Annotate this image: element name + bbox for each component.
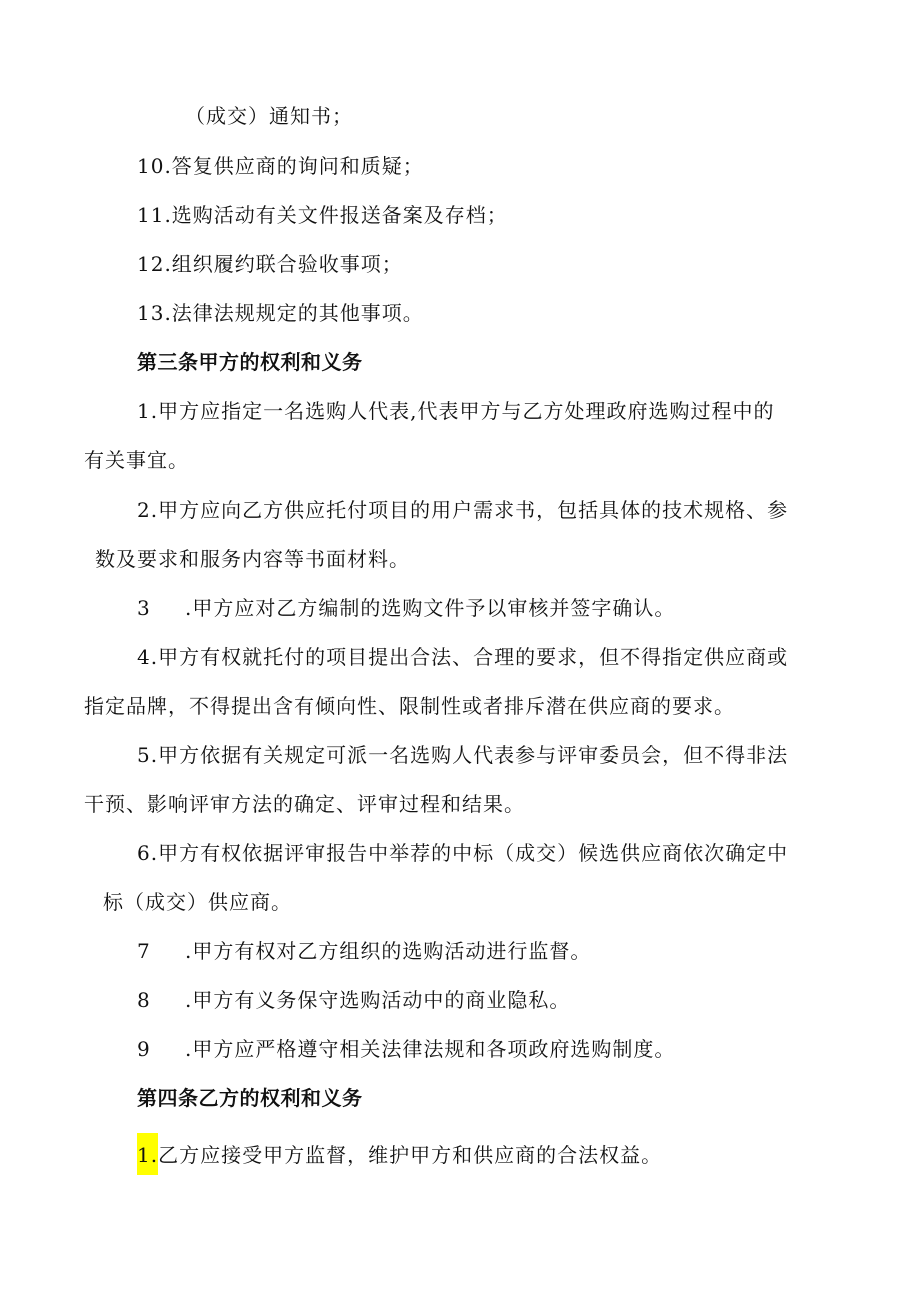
list-item xyxy=(137,250,403,278)
list-item xyxy=(137,937,591,965)
list-item xyxy=(137,201,508,229)
item-number: 6 xyxy=(137,841,151,865)
list-item xyxy=(137,1133,662,1175)
item-text: .甲方应严格遵守相关法律法规和各项政府选购制度。 xyxy=(185,1037,676,1061)
list-item xyxy=(137,839,788,867)
item-text: .甲方应向乙方供应托付项目的用户需求书，包括具体的技术规格、参 xyxy=(150,498,789,522)
list-item xyxy=(137,1035,675,1063)
list-item xyxy=(137,397,774,425)
item-text: .甲方有权就托付的项目提出合法、合理的要求，但不得指定供应商或 xyxy=(150,645,789,669)
item-number: 4 xyxy=(137,645,151,669)
list-item xyxy=(137,643,788,671)
list-item xyxy=(137,496,788,524)
item-number: 5 xyxy=(137,743,151,767)
list-item xyxy=(137,594,675,622)
item-number: 9 xyxy=(137,1037,151,1061)
list-item xyxy=(137,986,570,1014)
item-text: .法律法规规定的其他事项。 xyxy=(164,301,424,325)
item-text: .甲方依据有关规定可派一名选购人代表参与评审委员会，但不得非法 xyxy=(150,743,789,767)
section-heading: 第三条甲方的权利和义务 xyxy=(137,350,363,374)
item-number: 8 xyxy=(137,988,151,1012)
item-text: .甲方有权依据评审报告中举荐的中标（成交）候选供应商依次确定中 xyxy=(150,841,789,865)
list-item xyxy=(137,299,424,327)
item-text: .甲方应指定一名选购人代表,代表甲方与乙方处理政府选购过程中的 xyxy=(150,399,775,423)
item-text: .选购活动有关文件报送备案及存档； xyxy=(164,203,508,227)
item-text: .组织履约联合验收事项； xyxy=(164,252,403,276)
item-text: .答复供应商的询问和质疑； xyxy=(164,154,424,178)
text-line: 有关事宜。 xyxy=(84,448,189,472)
item-number: 7 xyxy=(137,939,151,963)
list-item xyxy=(137,741,788,769)
section-heading: 第四条乙方的权利和义务 xyxy=(137,1086,363,1110)
list-item xyxy=(137,152,424,180)
item-number: 3 xyxy=(137,596,151,620)
item-number: 11 xyxy=(137,203,165,227)
item-number: 1 xyxy=(137,399,151,423)
item-text: .甲方有义务保守选购活动中的商业隐私。 xyxy=(185,988,571,1012)
item-number: 12 xyxy=(137,252,165,276)
highlighted-item-number: 1. xyxy=(137,1133,158,1175)
item-text: .甲方有权对乙方组织的选购活动进行监督。 xyxy=(185,939,592,963)
text-line: 干预、影响评审方法的确定、评审过程和结果。 xyxy=(84,792,525,816)
item-number: 2 xyxy=(137,498,151,522)
text-line: 数及要求和服务内容等书面材料。 xyxy=(95,547,410,571)
item-number: 13 xyxy=(137,301,165,325)
text-line: （成交）通知书； xyxy=(185,104,353,128)
item-text: .甲方应对乙方编制的选购文件予以审核并签字确认。 xyxy=(185,596,676,620)
item-text: 乙方应接受甲方监督，维护甲方和供应商的合法权益。 xyxy=(158,1143,663,1167)
text-line: 指定品牌，不得提出含有倾向性、限制性或者排斥潜在供应商的要求。 xyxy=(84,694,735,718)
text-line: 标（成交）供应商。 xyxy=(103,890,292,914)
item-number: 10 xyxy=(137,154,165,178)
